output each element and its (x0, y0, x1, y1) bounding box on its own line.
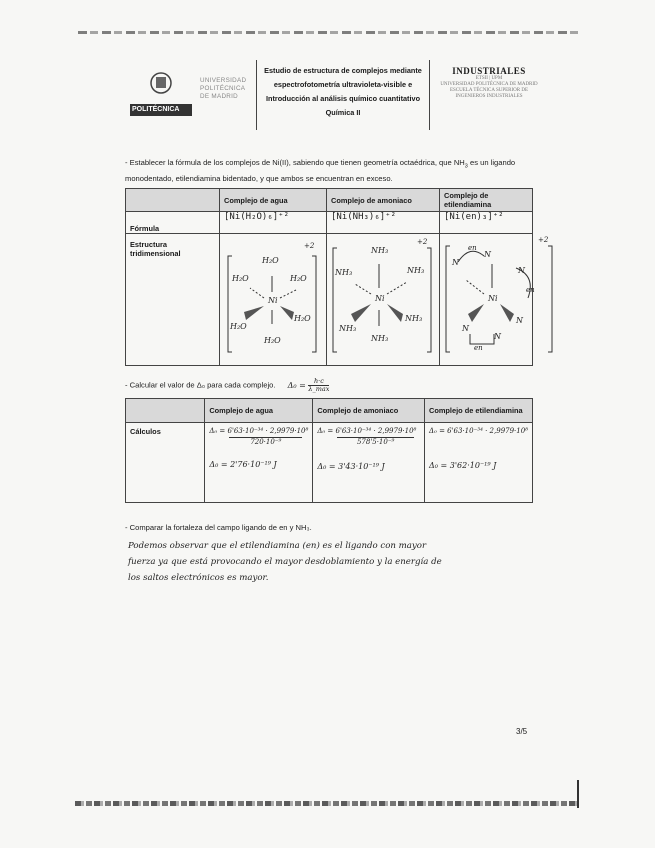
scan-artifact-top (78, 31, 578, 34)
ligand-front-left: H₂O (230, 322, 247, 331)
en-label: en (468, 244, 477, 252)
ligand-n: N (494, 332, 501, 341)
ligand-bottom: H₂O (264, 336, 281, 345)
en-label: en (474, 344, 483, 352)
page-number: 3/5 (516, 727, 528, 736)
formula-water: [Ni(H₂O)₆]⁺² (220, 212, 327, 234)
ligand-top: NH₃ (371, 246, 389, 255)
document-header (128, 62, 538, 122)
school-logo: INDUSTRIALES ETSII | UPM UNIVERSIDAD POLITÉCNICA DE MADRID ESCUELA TÉCNICA SUPERIOR DE INGENIEROS INDUSTRIALES (440, 66, 538, 99)
row-label-structure: Estructura tridimensional (126, 234, 220, 366)
calc-water: Δ₀ = 6'63·10⁻³⁴ · 2,9979·10⁸ 720·10⁻⁹ Δ₀ = 2'76·10⁻¹⁹ J (205, 423, 313, 503)
formula-en: [Ni(en)₃]⁺² (440, 212, 533, 234)
structure-en (440, 234, 549, 366)
corner-cell (126, 189, 220, 212)
charge: +2 (538, 236, 549, 244)
col-header-en: Complejo de etilendiamina (424, 399, 532, 423)
corner-cell (126, 399, 205, 423)
col-header-ammonia: Complejo de amoniaco (327, 189, 440, 212)
ligand-right: H₂O (290, 274, 307, 283)
calculation-table (125, 398, 533, 503)
col-header-water: Complejo de agua (205, 399, 313, 423)
col-header-water: Complejo de agua (220, 189, 327, 212)
upm-logo (128, 68, 194, 118)
ligand-n: N (516, 316, 523, 325)
structure-table (125, 188, 549, 366)
calc-ammonia: Δ₀ = 6'63·10⁻³⁴ · 2,9979·10⁸ 578'5·10⁻⁹ Δ₀ = 3'43·10⁻¹⁹ J (313, 423, 425, 503)
col-header-ammonia: Complejo de amoniaco (313, 399, 425, 423)
section1-instruction: - Establecer la fórmula de los complejos de Ni(II), sabiendo que tienen geometría octaédrica, que $NH_3$ es un ligando monodentado, etilendiamina bidentado, y que ambos se encuentran en exceso. (125, 158, 516, 183)
col-header-en: Complejo de etilendiamina (440, 189, 533, 212)
row-label-calc: Cálculos (126, 423, 205, 503)
handwritten-answer: Podemos observar que el etilendiamina (en) es el ligando con mayor fuerza ya que está provocando el mayor desdoblamiento y la energía de los saltos electrónicos es mayor. (128, 541, 442, 583)
ligand-front-right: NH₃ (405, 314, 423, 323)
structure-ammonia (327, 234, 440, 366)
section2-instruction: - Calcular el valor de Δ₀ para cada complejo. Δ₀ = h·c λ_max (125, 377, 330, 393)
ligand-bottom: NH₃ (371, 334, 389, 343)
en-label: en (526, 286, 535, 294)
charge: +2 (304, 242, 315, 250)
ligand-n: N (484, 250, 491, 259)
structure-water (220, 234, 327, 366)
upm-logo-label: POLITÉCNICA (132, 106, 180, 113)
calc-en: Δ₀ = 6'63·10⁻³⁴ · 2,9979·10⁸ Δ₀ = 3'62·10⁻¹⁹ J (424, 423, 532, 503)
ligand-n: N (452, 258, 459, 267)
scan-artifact-bottom (75, 801, 580, 806)
ligand-front-left: NH₃ (339, 324, 357, 333)
university-name: UNIVERSIDAD POLITÉCNICA DE MADRID (200, 77, 247, 100)
ligand-front-right: H₂O (294, 314, 311, 323)
formula-ammonia: [Ni(NH₃)₆]⁺² (327, 212, 440, 234)
ligand-left: H₂O (232, 274, 249, 283)
ligand-left: NH₃ (335, 268, 353, 277)
document-title: Estudio de estructura de complejos mediante espectrofotometría ultravioleta-visible e Introducción al análisis químico cuantitativo Química II (256, 60, 430, 130)
metal-center: Ni (375, 294, 385, 303)
delta-formula: Δ₀ = h·c λ_max (287, 377, 330, 393)
charge: +2 (417, 238, 428, 246)
metal-center: Ni (268, 296, 278, 305)
ligand-top: H₂O (262, 256, 279, 265)
ligand-n: N (518, 266, 525, 275)
ligand-right: NH₃ (407, 266, 425, 275)
row-label-formula: Fórmula (126, 212, 220, 234)
metal-center: Ni (488, 294, 498, 303)
ligand-n: N (462, 324, 469, 333)
scan-artifact-edge (577, 780, 579, 808)
section3-instruction: - Comparar la fortaleza del campo ligando de en y NH₃. (125, 523, 312, 532)
